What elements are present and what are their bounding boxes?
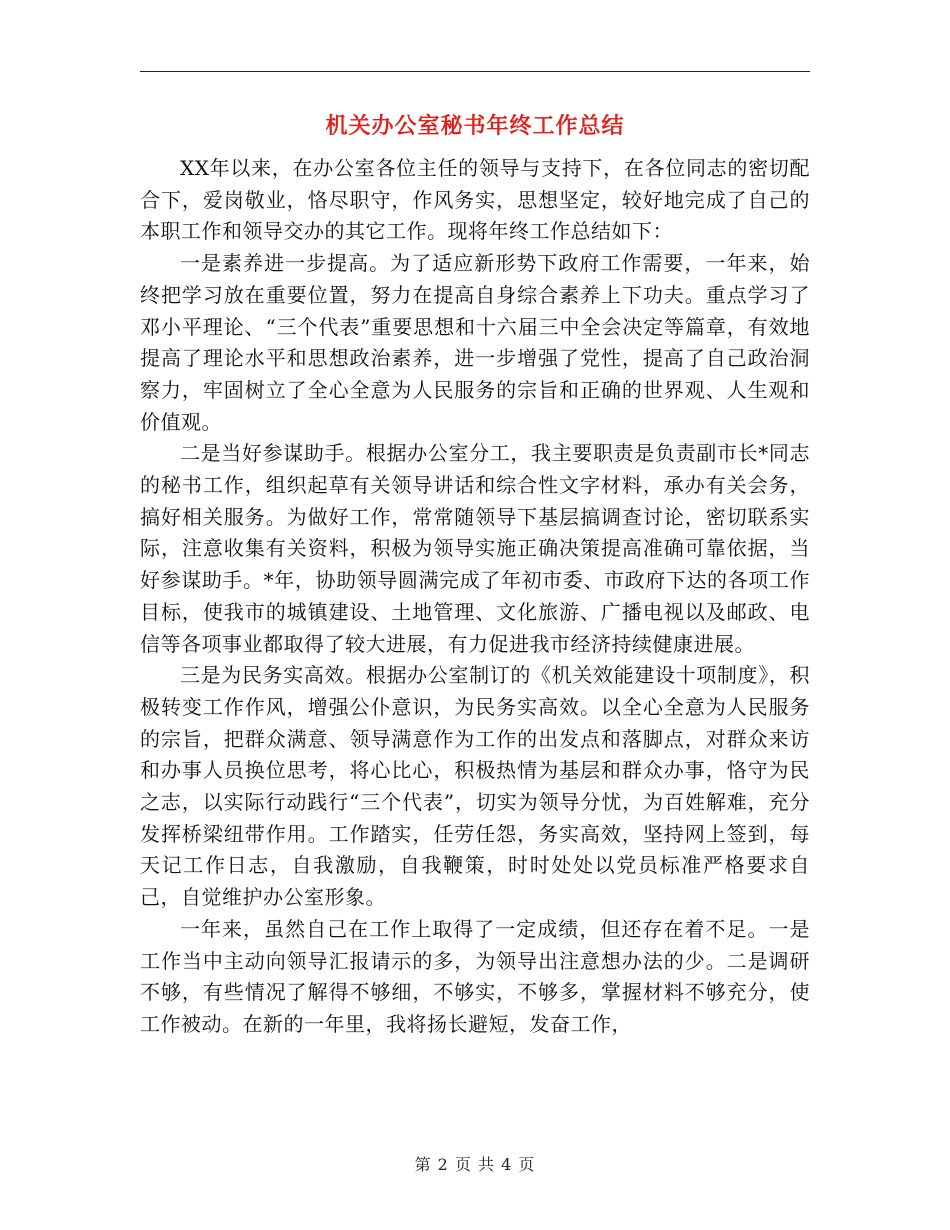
document-body: [140, 153, 810, 1041]
paragraph-quality: 一是素养进一步提高。为了适应新形势下政府工作需要，一年来，始终把学习放在重要位置，努力在提高自身综合素养上下功夫。重点学习了邓小平理论、“三个代表”重要思想和十六届三中全会决定等篇章，有效地提高了理论水平和思想政治素养，进一步增强了党性，提高了自己政治洞察力，牢固树立了全心全意为人民服务的宗旨和正确的世界观、人生观和价值观。: [140, 251, 810, 434]
header-rule: [140, 71, 810, 72]
paragraph-service: 三是为民务实高效。根据办公室制订的《机关效能建设十项制度》，积极转变工作作风，增强公仆意识，为民务实高效。以全心全意为人民服务的宗旨，把群众满意、领导满意作为工作的出发点和落脚点，对群众来访和办事人员换位思考，将心比心，积极热情为基层和群众办事，恪守为民之志，以实际行动践行“三个代表”，切实为领导分忧，为百姓解难，充分发挥桥梁纽带作用。工作踏实，任劳任怨，务实高效，坚持网上签到，每天记工作日志，自我激励，自我鞭策，时时处处以党员标准严格要求自己，自觉维护办公室形象。: [140, 663, 810, 910]
paragraph-advisor: 二是当好参谋助手。根据办公室分工，我主要职责是负责副市长*同志的秘书工作，组织起草有关领导讲话和综合性文字材料，承办有关会务，搞好相关服务。为做好工作，常常随领导下基层搞调查讨论，密切联系实际，注意收集有关资料，积极为领导实施正确决策提高准确可靠依据，当好参谋助手。*年，协助领导圆满完成了年初市委、市政府下达的各项工作目标，使我市的城镇建设、土地管理、文化旅游、广播电视以及邮政、电信等各项事业都取得了较大进展，有力促进我市经济持续健康进展。: [140, 441, 810, 656]
paragraph-intro: XX年以来，在办公室各位主任的领导与支持下，在各位同志的密切配合下，爱岗敬业，恪尽职守，作风务实，思想坚定，较好地完成了自己的本职工作和领导交办的其它工作。现将年终工作总结如下：: [140, 156, 810, 244]
document-title: 机关办公室秘书年终工作总结: [325, 113, 625, 139]
paragraph-shortcomings: 一年来，虽然自己在工作上取得了一定成绩，但还存在着不足。一是工作当中主动向领导汇报请示的多，为领导出注意想办法的少。二是调研不够，有些情况了解得不够细，不够实，不够多，掌握材料不够充分，使工作被动。在新的一年里，我将扬长避短，发奋工作，: [140, 916, 810, 1036]
page-number-footer: 第 2 页 共 4 页: [414, 1155, 536, 1174]
